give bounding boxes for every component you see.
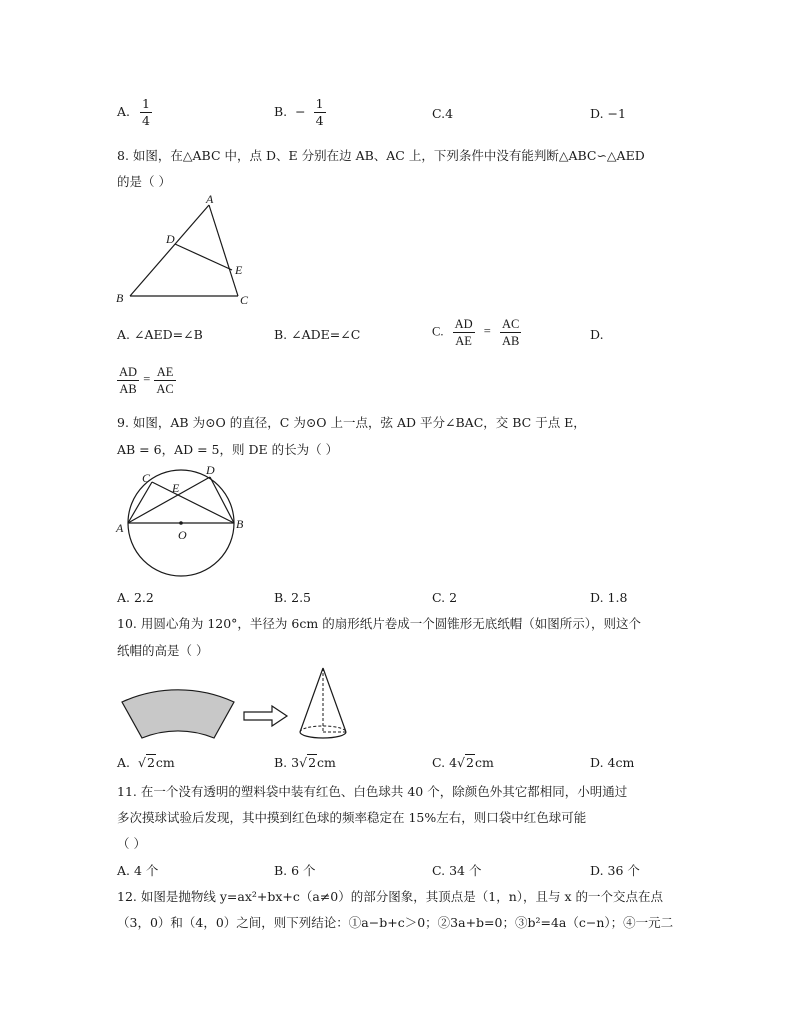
q10-a-unit: cm xyxy=(155,755,175,770)
q11-option-c: C. 34 个 xyxy=(432,863,482,878)
q10-option-a xyxy=(117,755,175,770)
q7-option-d: D. −1 xyxy=(590,106,626,121)
q9-option-c: C. 2 xyxy=(432,590,458,605)
q8-label-a: A xyxy=(206,192,214,206)
q9-chord-bd xyxy=(210,477,234,523)
q7-a-denominator: 4 xyxy=(142,113,150,128)
q8-c-num-1: AD xyxy=(454,317,473,331)
q10-b-radicand: 2 xyxy=(308,755,317,770)
q10-a-label: A. xyxy=(117,755,131,770)
q8-c-den-2: AB xyxy=(501,334,520,348)
q8-edge-ab xyxy=(130,205,209,296)
q8-label-e: E xyxy=(235,263,243,277)
q10-sector-cone-figure xyxy=(112,660,362,750)
q8-option-c xyxy=(432,316,521,349)
q8-option-a: A. ∠AED=∠B xyxy=(117,327,203,342)
q10-b-unit: cm xyxy=(317,755,336,770)
q10-sector-shape xyxy=(122,690,234,738)
q7-option-b-fraction xyxy=(314,96,326,129)
q8-label-c: C xyxy=(240,293,249,307)
q9-label-o: O xyxy=(178,528,187,542)
q7-a-numerator: 1 xyxy=(142,96,150,111)
q8-d-den-1: AB xyxy=(119,382,137,396)
q9-option-b: B. 2.5 xyxy=(274,590,312,605)
q7-option-b xyxy=(274,96,326,129)
q8-d-fraction-1 xyxy=(117,364,139,397)
q8-d-fraction-2 xyxy=(154,364,175,397)
q9-label-a: A xyxy=(116,521,124,535)
q7-option-b-label: B. xyxy=(274,104,288,119)
q8-triangle-figure xyxy=(112,190,262,310)
q12-text-line1: 12. 如图是抛物线 y=ax²+bx+c（a≠0）的部分图象，其顶点是（1，n），且与 x 的一个交点在点 xyxy=(117,889,664,904)
q9-label-e: E xyxy=(172,481,180,495)
q9-center-dot xyxy=(179,521,183,525)
q11-text-line2: 多次摸球试验后发现，其中摸到红色球的频率稳定在 15%左右，则口袋中红色球可能 xyxy=(117,810,587,825)
q8-c-den-1: AE xyxy=(455,334,472,348)
q8-edge-de xyxy=(175,244,232,270)
q10-arrow-icon xyxy=(244,706,287,726)
q10-cone-base-front xyxy=(300,732,346,738)
q7-b-numerator: 1 xyxy=(315,96,324,111)
q8-text-line1: 8. 如图，在△ABC 中，点 D、E 分别在边 AB、AC 上，下列条件中没有能判断△ABC∽△AED xyxy=(117,148,645,163)
q9-label-d: D xyxy=(206,463,215,477)
q9-chord-ad xyxy=(128,477,210,523)
q9-option-d: D. 1.8 xyxy=(590,590,628,605)
q10-option-c xyxy=(432,755,494,770)
q10-c-unit: cm xyxy=(474,755,494,770)
q11-text-line1: 11. 在一个没有透明的塑料袋中装有红色、白色球共 40 个，除颜色外其它都相同，小明通过 xyxy=(117,784,628,799)
q10-c-radicand: 2 xyxy=(466,755,474,770)
q7-option-a xyxy=(117,96,152,129)
q7-option-a-fraction xyxy=(140,96,152,129)
q7-b-denominator: 4 xyxy=(315,113,324,128)
q12-text-line2: （3，0）和（4，0）之间，则下列结论：①a−b+c＞0；②3a+b=0；③b²=4a（c−n）；④一元二 xyxy=(117,915,674,930)
q8-option-b: B. ∠ADE=∠C xyxy=(274,327,361,342)
q8-text-line2: 的是（ ） xyxy=(117,174,171,189)
q8-c-fraction-1 xyxy=(453,316,475,349)
q8-label-d: D xyxy=(166,232,175,246)
q9-circle-figure xyxy=(112,460,252,578)
q8-option-d-label: D. xyxy=(590,327,604,342)
q10-option-b xyxy=(274,755,336,770)
q10-cone-left-edge xyxy=(300,668,323,732)
q8-label-b: B xyxy=(116,291,124,305)
q8-option-d xyxy=(117,364,176,397)
q10-text-line1: 10. 用圆心角为 120°，半径为 6cm 的扇形纸片卷成一个圆锥形无底纸帽（如图所示），则这个 xyxy=(117,616,641,631)
q8-d-num-2: AE xyxy=(154,364,175,381)
q10-b-sqrt: √2 xyxy=(299,755,317,770)
q8-d-num-1: AD xyxy=(119,365,138,379)
q8-c-num-2: AC xyxy=(501,317,520,331)
q8-edge-ac xyxy=(209,205,238,296)
q10-option-d: D. 4cm xyxy=(590,755,635,770)
q9-text-line1: 9. 如图，AB 为⊙O 的直径，C 为⊙O 上一点，弦 AD 平分∠BAC，交 BC 于点 E， xyxy=(117,415,586,430)
q7-option-c: C.4 xyxy=(432,106,454,121)
q11-option-a: A. 4 个 xyxy=(117,863,159,878)
q7-option-a-label: A. xyxy=(117,104,131,119)
q9-option-a: A. 2.2 xyxy=(117,590,154,605)
q10-a-radicand: 2 xyxy=(146,755,155,770)
q11-option-d: D. 36 个 xyxy=(590,863,640,878)
q10-c-label: C. 4 xyxy=(432,755,458,770)
q9-label-c: C xyxy=(142,471,151,485)
q10-b-label: B. 3 xyxy=(274,755,300,770)
q9-text-line2: AB = 6，AD = 5，则 DE 的长为（ ） xyxy=(117,442,339,457)
q9-label-b: B xyxy=(236,517,244,531)
q10-cone-right-edge xyxy=(323,668,346,732)
q10-a-sqrt: √2 xyxy=(138,755,155,770)
q10-text-line2: 纸帽的高是（ ） xyxy=(117,643,209,658)
q8-c-equals: = xyxy=(483,324,491,339)
q8-option-c-label: C. xyxy=(432,324,444,339)
q10-c-sqrt: √2 xyxy=(457,755,474,770)
q7-option-b-sign: − xyxy=(295,104,306,119)
q8-d-den-2: AC xyxy=(156,382,174,396)
q11-text-line3: （ ） xyxy=(117,836,146,851)
q11-option-b: B. 6 个 xyxy=(274,863,316,878)
q8-d-equals: = xyxy=(143,372,151,387)
q8-c-fraction-2 xyxy=(500,316,521,349)
